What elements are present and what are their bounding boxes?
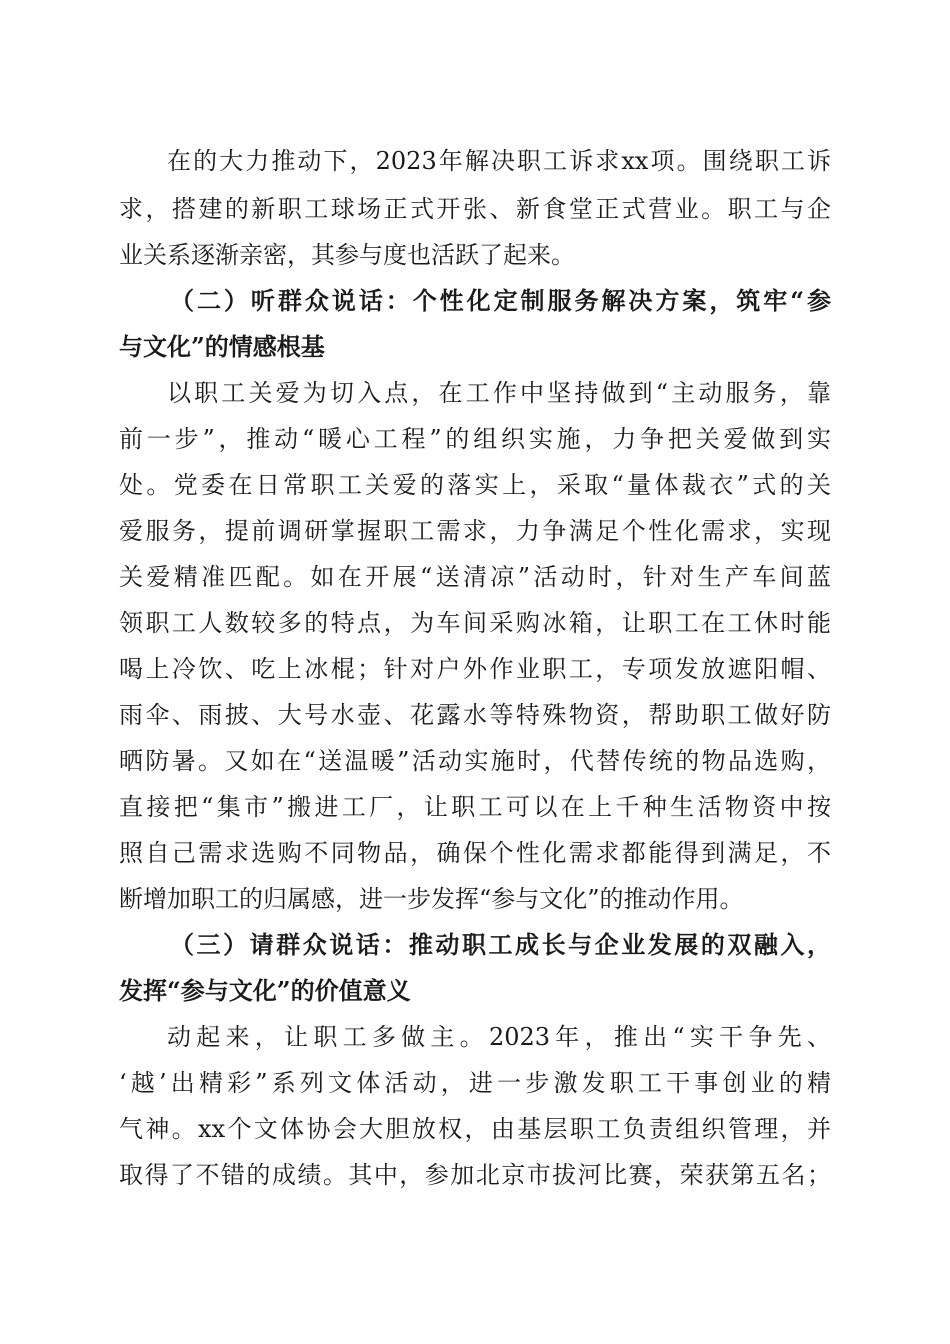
paragraph-3-line-7: 喝上冷饮、吃上冰棍；针对户外作业职工，专项发放遮阳帽、 [119, 655, 831, 683]
section-heading-2-line-1: （二）听群众说话：个性化定制服务解决方案，筑牢“参 [170, 286, 831, 315]
paragraph-5-line-2: ‘越’出精彩”系列文体活动，进一步激发职工干事创业的精 [119, 1069, 831, 1097]
section-heading-3-line-1: （三）请群众说话：推动职工成长与企业发展的双融入， [170, 930, 831, 959]
paragraph-3-line-10: 直接把“集市”搬进工厂，让职工可以在上千种生活物资中按 [119, 793, 831, 821]
section-heading-2-line-2: 与文化”的情感根基 [119, 332, 325, 361]
paragraph-5-line-1: 动起来，让职工多做主。2023年，推出“实干争先、 [167, 1023, 831, 1051]
paragraph-5-line-4: 取得了不错的成绩。其中，参加北京市拔河比赛，荣获第五名； [119, 1161, 831, 1189]
paragraph-1-line-1: 在的大力推动下，2023年解决职工诉求xx项。围绕职工诉 [167, 147, 831, 175]
paragraph-1-line-3: 业关系逐渐亲密，其参与度也活跃了起来。 [119, 241, 575, 269]
paragraph-3-line-5: 关爱精准匹配。如在开展“送清凉”活动时，针对生产车间蓝 [119, 563, 831, 591]
paragraph-3-line-4: 爱服务，提前调研掌握职工需求，力争满足个性化需求，实现 [119, 517, 831, 545]
paragraph-3-line-11: 照自己需求选购不同物品，确保个性化需求都能得到满足，不 [119, 839, 831, 867]
paragraph-3-line-2: 前一步”，推动“暖心工程”的组织实施，力争把关爱做到实 [119, 425, 831, 453]
paragraph-3-line-12: 断增加职工的归属感，进一步发挥“参与文化”的推动作用。 [119, 885, 744, 913]
paragraph-5-line-3: 气神。xx个文体协会大胆放权，由基层职工负责组织管理，并 [119, 1115, 831, 1143]
paragraph-3-line-9: 晒防暑。又如在“送温暖”活动实施时，代替传统的物品选购， [119, 747, 831, 775]
paragraph-3-line-3: 处。党委在日常职工关爱的落实上，采取“量体裁衣”式的关 [119, 471, 831, 499]
paragraph-3-line-6: 领职工人数较多的特点，为车间采购冰箱，让职工在工休时能 [119, 609, 831, 637]
paragraph-3-line-1: 以职工关爱为切入点，在工作中坚持做到“主动服务，靠 [167, 379, 831, 407]
paragraph-1-line-2: 求，搭建的新职工球场正式开张、新食堂正式营业。职工与企 [119, 195, 831, 223]
section-heading-3-line-2: 发挥“参与文化”的价值意义 [119, 976, 411, 1005]
paragraph-3-line-8: 雨伞、雨披、大号水壶、花露水等特殊物资，帮助职工做好防 [119, 701, 831, 729]
